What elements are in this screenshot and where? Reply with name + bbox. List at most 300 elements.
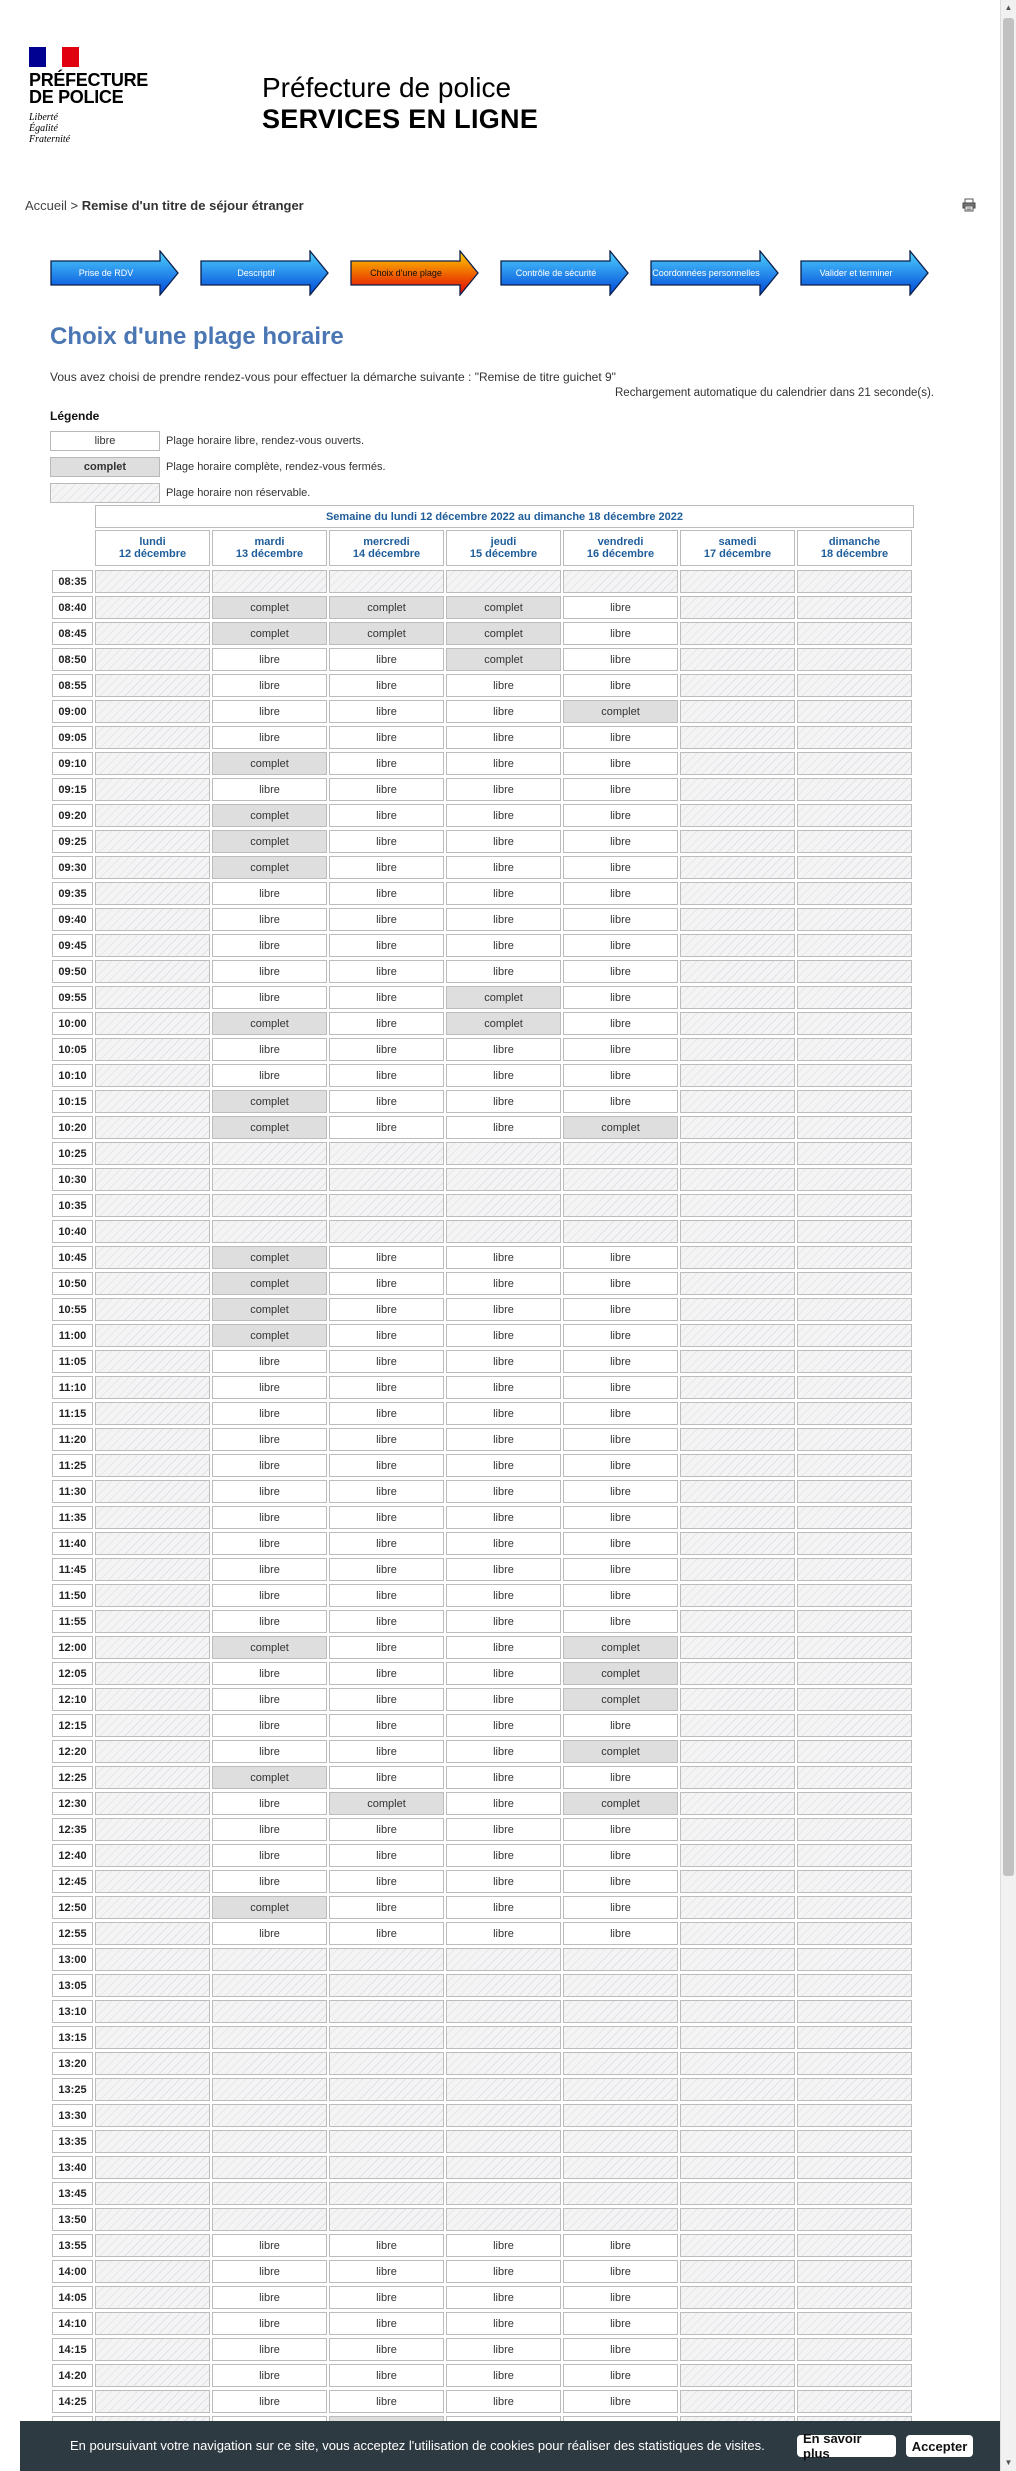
slot-libre[interactable]: libre: [563, 934, 678, 957]
slot-libre[interactable]: libre: [563, 1844, 678, 1867]
slot-non-reservable: [797, 570, 912, 593]
slot-libre[interactable]: libre: [212, 1064, 327, 1087]
slot-libre[interactable]: libre: [446, 856, 561, 879]
slot-libre[interactable]: libre: [446, 1662, 561, 1685]
slot-non-reservable: [95, 1428, 210, 1451]
slot-libre[interactable]: libre: [563, 2364, 678, 2387]
slot-non-reservable: [563, 1194, 678, 1217]
slot-libre[interactable]: libre: [446, 726, 561, 749]
slot-libre[interactable]: libre: [563, 2286, 678, 2309]
slot-libre[interactable]: libre: [329, 1532, 444, 1555]
slot-libre[interactable]: libre: [446, 1402, 561, 1425]
slot-libre[interactable]: libre: [212, 1584, 327, 1607]
slot-libre[interactable]: libre: [563, 1558, 678, 1581]
time-label: 11:55: [52, 1610, 93, 1633]
slot-libre[interactable]: libre: [563, 1922, 678, 1945]
slot-libre[interactable]: libre: [446, 2260, 561, 2283]
slot-libre[interactable]: libre: [446, 1922, 561, 1945]
slot-libre[interactable]: libre: [446, 2234, 561, 2257]
slot-non-reservable: [446, 2182, 561, 2205]
scroll-up-arrow-icon[interactable]: ▲: [1004, 3, 1013, 12]
slot-libre[interactable]: libre: [329, 700, 444, 723]
slot-libre[interactable]: libre: [563, 1012, 678, 1035]
legend-text-complet: Plage horaire complète, rendez-vous fermés.: [166, 461, 386, 473]
slot-libre[interactable]: libre: [563, 2234, 678, 2257]
time-label: 13:30: [52, 2104, 93, 2127]
slot-libre[interactable]: libre: [446, 1636, 561, 1659]
slot-libre[interactable]: libre: [329, 986, 444, 1009]
slot-libre[interactable]: libre: [563, 674, 678, 697]
slot-non-reservable: [680, 1688, 795, 1711]
slot-libre[interactable]: libre: [563, 1402, 678, 1425]
slot-libre[interactable]: libre: [329, 1896, 444, 1919]
slot-libre[interactable]: libre: [446, 1428, 561, 1451]
slot-libre[interactable]: libre: [329, 674, 444, 697]
slot-libre[interactable]: libre: [446, 700, 561, 723]
slot-libre[interactable]: libre: [563, 1298, 678, 1321]
slot-libre[interactable]: libre: [446, 1792, 561, 1815]
slot-libre[interactable]: libre: [329, 1272, 444, 1295]
slot-libre[interactable]: libre: [329, 1064, 444, 1087]
slot-non-reservable: [446, 1142, 561, 1165]
slot-libre[interactable]: libre: [446, 1506, 561, 1529]
time-label: 12:20: [52, 1740, 93, 1763]
slot-non-reservable: [680, 1714, 795, 1737]
breadcrumb-home-link[interactable]: Accueil: [25, 198, 67, 213]
slot-non-reservable: [797, 1168, 912, 1191]
prefecture-logo[interactable]: [29, 47, 149, 145]
slot-libre[interactable]: libre: [212, 1870, 327, 1893]
slot-libre[interactable]: libre: [329, 1298, 444, 1321]
slot-libre[interactable]: libre: [329, 1324, 444, 1347]
legend-title: Légende: [50, 409, 100, 423]
slot-non-reservable: [797, 1688, 912, 1711]
slot-libre[interactable]: libre: [446, 1766, 561, 1789]
slot-libre[interactable]: libre: [212, 934, 327, 957]
slot-libre[interactable]: libre: [446, 2390, 561, 2413]
slot-libre[interactable]: libre: [563, 1454, 678, 1477]
slot-libre[interactable]: libre: [212, 1350, 327, 1373]
slot-non-reservable: [680, 804, 795, 827]
scrollbar-thumb[interactable]: [1003, 18, 1014, 1876]
slot-libre[interactable]: libre: [329, 1636, 444, 1659]
slot-non-reservable: [797, 804, 912, 827]
slot-libre[interactable]: libre: [212, 1844, 327, 1867]
slot-libre[interactable]: libre: [563, 1532, 678, 1555]
slot-non-reservable: [95, 570, 210, 593]
slot-libre[interactable]: libre: [446, 1844, 561, 1867]
slot-non-reservable: [797, 1298, 912, 1321]
time-label: 10:50: [52, 1272, 93, 1295]
slot-libre[interactable]: libre: [563, 1064, 678, 1087]
slot-libre[interactable]: libre: [212, 674, 327, 697]
slot-libre[interactable]: libre: [563, 648, 678, 671]
time-label: 11:30: [52, 1480, 93, 1503]
time-label: 12:25: [52, 1766, 93, 1789]
slot-libre[interactable]: libre: [329, 1558, 444, 1581]
slot-libre[interactable]: libre: [563, 908, 678, 931]
slot-libre[interactable]: libre: [212, 1038, 327, 1061]
slot-libre[interactable]: libre: [446, 1272, 561, 1295]
slot-libre[interactable]: libre: [563, 2260, 678, 2283]
slot-non-reservable: [95, 1376, 210, 1399]
slot-libre[interactable]: libre: [329, 882, 444, 905]
slot-non-reservable: [563, 2026, 678, 2049]
slot-non-reservable: [680, 2364, 795, 2387]
slot-libre[interactable]: libre: [212, 1376, 327, 1399]
slot-non-reservable: [329, 1194, 444, 1217]
slot-non-reservable: [797, 2078, 912, 2101]
slot-libre[interactable]: libre: [329, 934, 444, 957]
slot-libre[interactable]: libre: [329, 2312, 444, 2335]
slot-libre[interactable]: libre: [563, 1480, 678, 1503]
slot-non-reservable: [680, 2104, 795, 2127]
slot-libre[interactable]: libre: [446, 960, 561, 983]
slot-non-reservable: [680, 778, 795, 801]
slot-libre[interactable]: libre: [329, 2390, 444, 2413]
time-label: 14:25: [52, 2390, 93, 2413]
slot-libre[interactable]: libre: [446, 2286, 561, 2309]
slot-libre[interactable]: libre: [329, 1116, 444, 1139]
slot-libre[interactable]: libre: [329, 856, 444, 879]
slot-libre[interactable]: libre: [446, 1714, 561, 1737]
day-header-dimanche: [797, 530, 912, 566]
time-label: 13:25: [52, 2078, 93, 2101]
slot-libre[interactable]: libre: [329, 2338, 444, 2361]
slot-libre[interactable]: libre: [329, 908, 444, 931]
slot-non-reservable: [212, 1948, 327, 1971]
slot-libre[interactable]: libre: [212, 2260, 327, 2283]
slot-libre[interactable]: libre: [212, 1740, 327, 1763]
slot-libre[interactable]: libre: [446, 2312, 561, 2335]
slot-non-reservable: [212, 2026, 327, 2049]
slot-libre[interactable]: libre: [212, 648, 327, 671]
slot-libre[interactable]: libre: [329, 1766, 444, 1789]
slot-non-reservable: [680, 1168, 795, 1191]
slot-libre[interactable]: libre: [446, 1610, 561, 1633]
slot-non-reservable: [446, 2208, 561, 2231]
time-label: 09:30: [52, 856, 93, 879]
slot-libre[interactable]: libre: [212, 2286, 327, 2309]
day-name: dimanche: [828, 536, 881, 548]
slot-non-reservable: [680, 1740, 795, 1763]
slot-libre[interactable]: libre: [446, 2364, 561, 2387]
slot-libre[interactable]: libre: [212, 700, 327, 723]
slot-libre[interactable]: libre: [329, 1350, 444, 1373]
slot-libre[interactable]: libre: [446, 778, 561, 801]
slot-complet: complet: [212, 1298, 327, 1321]
slot-libre[interactable]: libre: [212, 726, 327, 749]
slot-non-reservable: [680, 2078, 795, 2101]
slot-libre[interactable]: libre: [329, 1038, 444, 1061]
slot-libre[interactable]: libre: [446, 1116, 561, 1139]
slot-non-reservable: [680, 1194, 795, 1217]
cookie-accept-button[interactable]: Accepter: [906, 2435, 973, 2457]
slot-libre[interactable]: libre: [446, 1090, 561, 1113]
slot-libre[interactable]: libre: [563, 986, 678, 1009]
legend-text-libre: Plage horaire libre, rendez-vous ouverts.: [166, 435, 365, 447]
slot-libre[interactable]: libre: [563, 1428, 678, 1451]
slot-libre[interactable]: libre: [446, 674, 561, 697]
slot-libre[interactable]: libre: [212, 2390, 327, 2413]
slot-libre[interactable]: libre: [329, 1454, 444, 1477]
slot-libre[interactable]: libre: [329, 1428, 444, 1451]
slot-libre[interactable]: libre: [446, 804, 561, 827]
slot-libre[interactable]: libre: [563, 830, 678, 853]
slot-libre[interactable]: libre: [446, 1454, 561, 1477]
slot-libre[interactable]: libre: [212, 1454, 327, 1477]
slot-non-reservable: [446, 1220, 561, 1243]
slot-libre[interactable]: libre: [329, 1818, 444, 1841]
slot-libre[interactable]: libre: [446, 1038, 561, 1061]
slot-libre[interactable]: libre: [563, 1584, 678, 1607]
slot-libre[interactable]: libre: [329, 1662, 444, 1685]
slot-libre[interactable]: libre: [446, 1818, 561, 1841]
slot-complet: complet: [563, 1740, 678, 1763]
slot-libre[interactable]: libre: [329, 1090, 444, 1113]
slot-libre[interactable]: libre: [212, 778, 327, 801]
slot-non-reservable: [95, 700, 210, 723]
slot-libre[interactable]: libre: [563, 856, 678, 879]
slot-complet: complet: [212, 1246, 327, 1269]
slot-complet: complet: [212, 804, 327, 827]
slot-libre[interactable]: libre: [212, 1922, 327, 1945]
slot-complet: complet: [212, 856, 327, 879]
slot-libre[interactable]: libre: [329, 1610, 444, 1633]
slot-non-reservable: [563, 1142, 678, 1165]
slot-libre[interactable]: libre: [563, 960, 678, 983]
scroll-down-arrow-icon[interactable]: ▼: [1004, 2458, 1013, 2467]
slot-libre[interactable]: libre: [446, 1870, 561, 1893]
slot-non-reservable: [95, 648, 210, 671]
slot-libre[interactable]: libre: [446, 1740, 561, 1763]
slot-libre[interactable]: libre: [329, 2364, 444, 2387]
slot-non-reservable: [797, 1922, 912, 1945]
slot-libre[interactable]: libre: [563, 1870, 678, 1893]
slot-non-reservable: [95, 2208, 210, 2231]
slot-libre[interactable]: libre: [212, 2338, 327, 2361]
slot-non-reservable: [95, 2182, 210, 2205]
slot-non-reservable: [797, 1844, 912, 1867]
slot-libre[interactable]: libre: [446, 1246, 561, 1269]
slot-non-reservable: [680, 2208, 795, 2231]
slot-non-reservable: [95, 1298, 210, 1321]
time-label: 14:20: [52, 2364, 93, 2387]
slot-libre[interactable]: libre: [563, 1246, 678, 1269]
slot-libre[interactable]: libre: [329, 1740, 444, 1763]
slot-libre[interactable]: libre: [329, 1844, 444, 1867]
slot-libre[interactable]: libre: [446, 882, 561, 905]
slot-non-reservable: [95, 1766, 210, 1789]
slot-non-reservable: [212, 2130, 327, 2153]
slot-libre[interactable]: libre: [212, 1818, 327, 1841]
slot-libre[interactable]: libre: [563, 1506, 678, 1529]
steps-progress: [50, 250, 930, 296]
slot-libre[interactable]: libre: [329, 752, 444, 775]
slot-libre[interactable]: libre: [329, 1246, 444, 1269]
slot-libre[interactable]: libre: [563, 1090, 678, 1113]
day-name: vendredi: [597, 536, 644, 548]
slot-libre[interactable]: libre: [212, 1480, 327, 1503]
slot-libre[interactable]: libre: [446, 1376, 561, 1399]
slot-non-reservable: [95, 1220, 210, 1243]
slot-libre[interactable]: libre: [329, 1688, 444, 1711]
slot-non-reservable: [797, 1194, 912, 1217]
slot-libre[interactable]: libre: [563, 1766, 678, 1789]
slot-libre[interactable]: libre: [212, 882, 327, 905]
day-header-samedi: [680, 530, 795, 566]
slot-libre[interactable]: libre: [446, 1558, 561, 1581]
slot-libre[interactable]: libre: [329, 960, 444, 983]
slot-libre[interactable]: libre: [329, 1376, 444, 1399]
slot-libre[interactable]: libre: [446, 1896, 561, 1919]
slot-libre[interactable]: libre: [446, 908, 561, 931]
slot-non-reservable: [563, 2052, 678, 2075]
slot-libre[interactable]: libre: [329, 778, 444, 801]
slot-libre[interactable]: libre: [329, 2234, 444, 2257]
slot-non-reservable: [95, 1662, 210, 1685]
time-label: 10:45: [52, 1246, 93, 1269]
slot-libre[interactable]: libre: [329, 1506, 444, 1529]
slot-libre[interactable]: libre: [329, 2286, 444, 2309]
slot-libre[interactable]: libre: [212, 908, 327, 931]
slot-libre[interactable]: libre: [446, 1688, 561, 1711]
slot-libre[interactable]: libre: [446, 1350, 561, 1373]
slot-libre[interactable]: libre: [212, 1688, 327, 1711]
slot-libre[interactable]: libre: [563, 1818, 678, 1841]
slot-libre[interactable]: libre: [329, 1402, 444, 1425]
slot-non-reservable: [797, 1350, 912, 1373]
slot-non-reservable: [680, 752, 795, 775]
slot-libre[interactable]: libre: [212, 1558, 327, 1581]
slot-libre[interactable]: libre: [212, 1506, 327, 1529]
slot-libre[interactable]: libre: [329, 2260, 444, 2283]
slot-libre[interactable]: libre: [446, 1480, 561, 1503]
slot-non-reservable: [329, 570, 444, 593]
slot-non-reservable: [680, 2130, 795, 2153]
slot-libre[interactable]: libre: [563, 1610, 678, 1633]
slot-libre[interactable]: libre: [446, 1298, 561, 1321]
slot-non-reservable: [797, 1506, 912, 1529]
slot-libre[interactable]: libre: [563, 1324, 678, 1347]
slot-libre[interactable]: libre: [446, 752, 561, 775]
slot-libre[interactable]: libre: [212, 960, 327, 983]
slot-non-reservable: [797, 908, 912, 931]
slot-libre[interactable]: libre: [563, 882, 678, 905]
reload-note: Rechargement automatique du calendrier dans 21 seconde(s).: [615, 387, 934, 399]
logo-title-line1: PRÉFECTURE: [29, 70, 149, 90]
slot-libre[interactable]: libre: [329, 1870, 444, 1893]
slot-libre[interactable]: libre: [446, 2338, 561, 2361]
slot-non-reservable: [797, 2000, 912, 2023]
page-scrollbar[interactable]: [1000, 0, 1016, 2471]
slot-libre[interactable]: libre: [563, 778, 678, 801]
slot-libre[interactable]: libre: [563, 804, 678, 827]
slot-libre[interactable]: libre: [446, 1064, 561, 1087]
slot-libre[interactable]: libre: [446, 1324, 561, 1347]
slot-libre[interactable]: libre: [329, 1584, 444, 1607]
slot-libre[interactable]: libre: [446, 1584, 561, 1607]
slot-libre[interactable]: libre: [329, 1012, 444, 1035]
slot-libre[interactable]: libre: [329, 648, 444, 671]
slot-non-reservable: [797, 1948, 912, 1971]
slot-libre[interactable]: libre: [212, 1428, 327, 1451]
slot-libre[interactable]: libre: [563, 2338, 678, 2361]
slot-non-reservable: [680, 596, 795, 619]
slot-libre[interactable]: libre: [329, 1714, 444, 1737]
day-header-mardi: [212, 530, 327, 566]
slot-libre[interactable]: libre: [212, 1662, 327, 1685]
slot-libre[interactable]: libre: [563, 726, 678, 749]
slot-non-reservable: [797, 2208, 912, 2231]
slot-complet: complet: [563, 1662, 678, 1685]
slot-non-reservable: [563, 2130, 678, 2153]
time-label: 14:15: [52, 2338, 93, 2361]
slot-libre[interactable]: libre: [563, 1272, 678, 1295]
time-label: 12:50: [52, 1896, 93, 1919]
slot-libre[interactable]: libre: [446, 1532, 561, 1555]
slot-libre[interactable]: libre: [212, 2312, 327, 2335]
slot-libre[interactable]: libre: [563, 1896, 678, 1919]
slot-libre[interactable]: libre: [563, 2312, 678, 2335]
slot-libre[interactable]: libre: [212, 2364, 327, 2387]
slot-libre[interactable]: libre: [446, 934, 561, 957]
slot-non-reservable: [446, 2104, 561, 2127]
intro-text: Vous avez choisi de prendre rendez-vous pour effectuer la démarche suivante : "Remise de titre guichet 9": [50, 370, 616, 384]
slot-complet: complet: [563, 700, 678, 723]
slot-libre[interactable]: libre: [563, 1376, 678, 1399]
slot-libre[interactable]: libre: [212, 1714, 327, 1737]
time-label: 11:45: [52, 1558, 93, 1581]
slot-libre[interactable]: libre: [563, 1038, 678, 1061]
slot-libre[interactable]: libre: [329, 830, 444, 853]
time-label: 10:30: [52, 1168, 93, 1191]
slot-libre[interactable]: libre: [212, 1532, 327, 1555]
slot-non-reservable: [680, 2052, 795, 2075]
slot-libre[interactable]: libre: [212, 1792, 327, 1815]
slot-libre[interactable]: libre: [329, 804, 444, 827]
slot-libre[interactable]: libre: [212, 1402, 327, 1425]
slot-libre[interactable]: libre: [329, 1922, 444, 1945]
time-label: 11:40: [52, 1532, 93, 1555]
slot-libre[interactable]: libre: [329, 726, 444, 749]
cookie-more-button[interactable]: En savoir plus: [797, 2435, 896, 2457]
slot-libre[interactable]: libre: [563, 2390, 678, 2413]
slot-libre[interactable]: libre: [563, 622, 678, 645]
slot-libre[interactable]: libre: [446, 830, 561, 853]
printer-icon[interactable]: [962, 198, 976, 212]
slot-libre[interactable]: libre: [212, 986, 327, 1009]
slot-libre[interactable]: libre: [212, 1610, 327, 1633]
slot-non-reservable: [95, 1350, 210, 1373]
slot-libre[interactable]: libre: [563, 752, 678, 775]
slot-libre[interactable]: libre: [563, 1714, 678, 1737]
breadcrumb-separator: >: [66, 198, 82, 213]
slot-non-reservable: [680, 1896, 795, 1919]
slot-non-reservable: [563, 2078, 678, 2101]
time-label: 09:55: [52, 986, 93, 1009]
slot-libre[interactable]: libre: [212, 2234, 327, 2257]
motto-egalite: Égalité: [29, 123, 58, 134]
slot-libre[interactable]: libre: [329, 1480, 444, 1503]
time-label: 13:20: [52, 2052, 93, 2075]
slot-non-reservable: [680, 2234, 795, 2257]
slot-non-reservable: [680, 1792, 795, 1815]
slot-libre[interactable]: libre: [563, 1350, 678, 1373]
slot-libre[interactable]: libre: [563, 596, 678, 619]
slot-non-reservable: [680, 2312, 795, 2335]
logo-title: [29, 72, 149, 106]
